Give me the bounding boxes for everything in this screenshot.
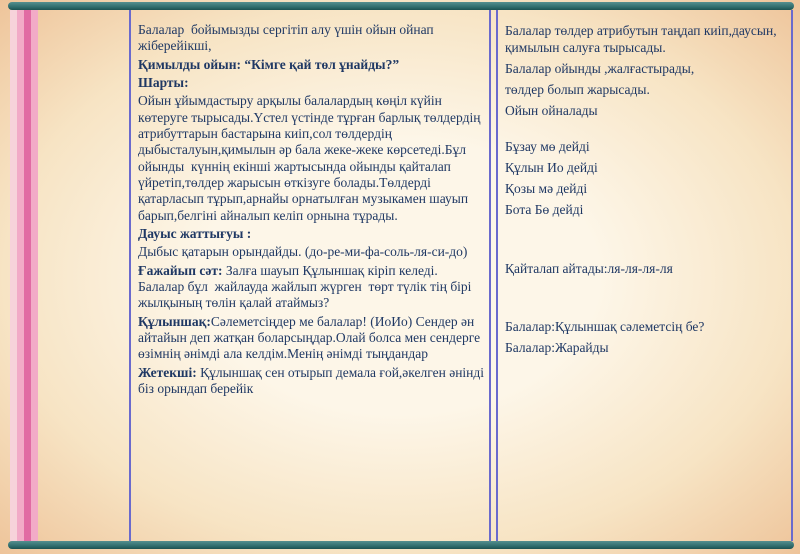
rules-text: Ойын ұйымдастыру арқылы балалардың көңіл күйін көтеруге тырысады.Үстел үстінде тұрған барлық төлдердің атрибуттарын бастарына киіп,сол төлдердің дыбысталуын,қимылын әр бала жеке-жеке көрсетеді.Бұл ойынды күннің екінші жартысында ойынды қайталап үйретіп,төлдер жарысын өткізуге болады.Төлдерді қатарласып тұрып,арнайы орнатылған музыкамен шауып барып,белгіні айналып келіп орнына тұрады.	[138, 93, 484, 223]
leader-line	[138, 365, 486, 398]
surprise-moment-line	[138, 263, 486, 312]
note-lamb-sound: Қозы мә дейді	[505, 181, 588, 196]
table-border-left	[129, 10, 131, 541]
leader-text: Құлыншақ сен отырып демала ғой,әкелген әнінді біз орындап берейік	[138, 364, 488, 396]
surprise-moment-text: Залға шауып Құлыншақ кіріп келеді. Балалар бұл жайлауда жайлып жүрген төрт түлік тің бірі жылқының төлін қалай атаймыз?	[138, 262, 475, 311]
note-continue-game: Балалар ойынды ,жалғастырады,	[505, 61, 695, 76]
note-camel-calf-sound: Бота Бө дейді	[505, 202, 584, 217]
note-children-greeting: Балалар:Құлыншақ сәлеметсің бе?	[505, 319, 705, 334]
leader-label: Жетекші:	[138, 364, 197, 380]
left-stripe-decoration	[10, 10, 38, 541]
rules-heading: Шарты:	[138, 74, 189, 90]
spacer	[505, 222, 793, 260]
note-repeat-singing: Қайталап айтады:ля-ля-ля-ля	[505, 261, 673, 276]
right-column	[505, 22, 793, 360]
note-race: төлдер болып жарысады.	[505, 82, 650, 97]
spacer	[505, 281, 793, 318]
table-border-middle-inner	[496, 10, 498, 541]
spacer	[505, 123, 793, 138]
top-border-bar	[8, 2, 794, 10]
table-border-middle-outer	[489, 10, 491, 541]
game-title: Қимылды ойын: “Кімге қай төл ұнайды?”	[138, 56, 400, 72]
note-game-played: Ойын ойналады	[505, 103, 598, 118]
note-calf-sound: Бұзау мө дейді	[505, 139, 590, 154]
left-column	[138, 22, 486, 399]
voice-exercise-heading: Дауыс жаттығуы :	[138, 225, 252, 241]
kulynshak-label: Құлыншақ:	[138, 313, 211, 329]
surprise-moment-label: Ғажайып сәт:	[138, 262, 223, 278]
kulynshak-text: Сәлеметсіңдер ме балалар! (ИоИо) Сендер ән айтайын деп жатқан боларсыңдар.Олай болса мен сендерге өзімнің әнімді ала келдім.Менің әнімді тыңдандар	[138, 313, 484, 362]
note-children-agree: Балалар:Жарайды	[505, 340, 609, 355]
note-attributes: Балалар төлдер атрибутын таңдап киіп,даусын, қимылын салуға тырысады.	[505, 23, 780, 55]
kulynshak-line	[138, 314, 486, 363]
bottom-border-bar	[8, 541, 794, 549]
note-foal-sound: Құлын Ио дейді	[505, 160, 598, 175]
voice-exercise-text: Дыбыс қатарын орындайды. (до-ре-ми-фа-соль-ля-си-до)	[138, 244, 468, 260]
intro-text: Балалар бойымызды сергітіп алу үшін ойын ойнап жіберейікші,	[138, 22, 438, 54]
